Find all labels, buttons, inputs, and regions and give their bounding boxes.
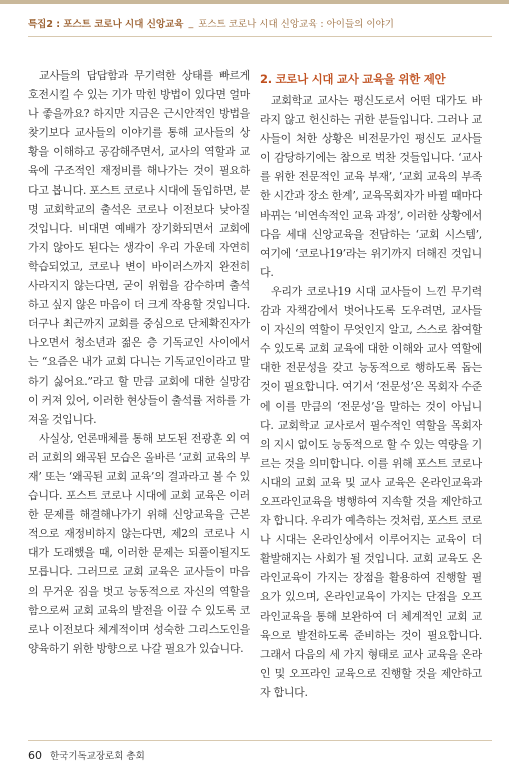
body-paragraph: 사실상, 언론매체를 통해 보도된 전광훈 외 여러 교회의 왜곡된 모습은 올바른 ‘교회 교육의 부재’ 또는 ‘왜곡된 교회 교육’의 결과라고 볼 수 있습니다. 포스트 코로나 시대에 교회 교육은 이러한 문제를 해결해나가기 위해 신앙교육을 근본적으로 재정비하지 않는다면, 제2의 코로나 시대가 도래했을 때, 이러한 문제는 되풀이될지도 모릅니다. 그러므로 교회 교육은 교사들이 마음의 무거운 짐을 벗고 능동적으로 자신의 역할을 함으로써 교회 교육의 발전을 이끌 수 있도록 코로나 이전보다 체계적이며 성숙한 그리스도인을 양육하기 위한 방향으로 나갈 필요가 있습니다. [28,431,250,655]
footer-rule [28,740,492,741]
top-decorative-line [0,0,509,4]
body-paragraph: 우리가 코로나19 시대 교사들이 느낀 무기력감과 자책감에서 벗어나도록 도우려면, 교사들이 자신의 역할이 무엇인지 알고, 스스로 참여할 수 있도록 교회 교육에 대한 이해와 교사 역할에 대한 전문성을 갖고 능동적으로 행하도록 돕는 것이 필요합니다. 여기서 ‘전문성’은 목회자 수준에 이를 만큼의 ‘전문성’을 말하는 것이 아닙니다. 교회학교 교사로서 필수적인 역할을 목회자의 지시 없이도 능동적으로 할 수 있는 역량을 기르는 것을 의미합니다. 이를 위해 포스트 코로나 시대의 교회 교육 및 교사 교육은 온라인교육과 오프라인교육을 병행하여 지속할 것을 제안하고자 합니다. 우리가 예측하는 것처럼, 포스트 코로나 시대는 온라인상에서 이루어지는 교육이 더 활발해지는 사회가 될 것입니다. 교회 교육도 온라인교육이 가지는 장점을 활용하여 진행할 필요가 있으며, 온라인교육이 가지는 단점을 오프라인교육을 통해 보완하여 더 체계적인 교회 교육으로 발전하도록 준비하는 것이 필요합니다. 그래서 다음의 세 가지 형태로 교사 교육을 온라인 및 오프라인 교육으로 진행할 것을 제안하고자 합니다. [260,284,482,699]
page-footer [28,748,145,762]
header-rule [28,36,492,37]
publisher-name: 한국기독교장로회 총회 [50,751,145,762]
section-heading: 2. 코로나 시대 교사 교육을 위한 제안 [260,72,446,86]
page-header [28,12,394,34]
running-title: 포스트 코로나 시대 신앙교육 : 아이들의 이야기 [198,19,394,30]
left-column [28,66,250,658]
section-title: 특집2 : 포스트 코로나 시대 신앙교육 [28,19,184,30]
right-column [260,70,482,702]
body-paragraph: 교회학교 교사는 평신도로서 어떤 대가도 바라지 않고 헌신하는 귀한 분들입니다. 그러나 교사들이 처한 상황은 비전문가인 평신도 교사들이 감당하기에는 참으로 벅찬 것들입니다. ‘교사를 위한 전문적인 교육 부재’, ‘교회 교육의 부족한 시간과 장소 한계’, 교육목회자가 바뀔 때마다 바뀌는 ‘비연속적인 교육 과정’, 이러한 상황에서 다음 세대 신앙교육을 전담하는 ‘교회 시스템’, 여기에 ‘코로나19’라는 위기까지 더해진 것입니다. [260,94,482,279]
page-number: 60 [28,748,42,762]
header-separator: _ [188,17,194,29]
body-paragraph: 교사들의 답답함과 무기력한 상태를 빠르게 호전시킬 수 있는 기가 막힌 방법이 있다면 얼마나 좋을까요? 하지만 지금은 근시안적인 방법을 찾기보다 교사들의 이야기를 통해 교사들의 상황을 이해하고 공감해주면서, 교사의 역할과 교육에 구조적인 재정비를 해나가는 것이 필요하다고 봅니다. 포스트 코로나 시대에 돌입하면, 분명 교회학교의 출석은 코로나 이전보다 낮아질 것입니다. 비대면 예배가 장기화되면서 교회에 가지 않아도 된다는 생각이 우리 가운데 자연히 학습되었고, 코로나 변이 바이러스까지 완전히 사라지지 않는다면, 굳이 위험을 감수하며 출석하고 싶지 않은 마음이 더 크게 작용할 것입니다. 더구나 최근까지 교회를 중심으로 단체확진자가 나오면서 청소년과 젊은 층 기독교인 사이에서는 “요즘은 내가 교회 다니는 기독교인이라고 말하기 싫어요.”라고 할 만큼 교회에 대한 실망감이 커져 있어, 이러한 현상들이 출석률 저하를 가져올 것입니다. [28,69,250,426]
